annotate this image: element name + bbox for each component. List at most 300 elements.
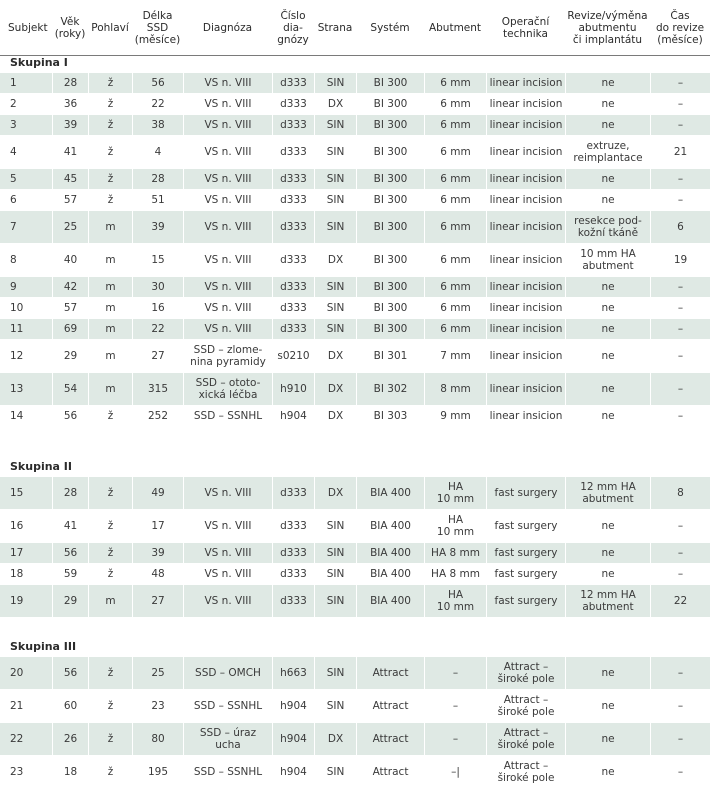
table-cell: BIA 400 [356,564,424,584]
column-header-5: Číslo dia- gnózy [277,9,309,46]
table-cell: SIN [314,585,356,617]
table-cell: 56 [52,406,88,426]
table-cell: d333 [272,190,314,210]
table-row [0,373,710,405]
table-cell: d333 [272,94,314,114]
table-cell: fast surgery [486,585,565,617]
table-cell: VS n. VIII [183,244,272,276]
table-row [0,298,710,318]
table-cell: HA 10 mm [424,510,486,542]
table-cell: 6 mm [424,319,486,339]
table-cell: – [650,94,710,114]
table-cell: BI 303 [356,406,424,426]
table-cell: 39 [132,543,183,563]
table-cell: ž [88,657,132,689]
table-cell: SSD – OMCH [183,657,272,689]
table-cell: SIN [314,510,356,542]
table-cell: ne [565,406,650,426]
table-cell: ž [88,406,132,426]
table-cell: fast surgery [486,510,565,542]
table-cell: d333 [272,115,314,135]
table-cell: 57 [52,190,88,210]
table-cell: linear insicion [486,406,565,426]
table-cell: 28 [52,73,88,93]
table-cell: 6 mm [424,169,486,189]
table-cell: 9 [10,281,17,293]
table-cell: BI 300 [356,319,424,339]
table-cell: – [650,277,710,297]
table-cell: SSD – SSNHL [183,756,272,788]
table-cell: linear incision [486,319,565,339]
column-header-3: Délka SSD (měsíce) [134,9,181,46]
table-cell: 6 mm [424,277,486,297]
table-cell: DX [314,244,356,276]
table-cell: s0210 [272,340,314,372]
table-cell: 3 [10,119,17,131]
table-cell: 36 [52,94,88,114]
table-cell: 6 [10,194,17,206]
table-cell: BIA 400 [356,510,424,542]
table-header [0,0,710,56]
table-cell: Attract [356,657,424,689]
table-cell: linear incision [486,136,565,168]
table-row [0,585,710,617]
table-cell: 23 [132,690,183,722]
table-cell: – [650,190,710,210]
table-cell: VS n. VIII [183,190,272,210]
table-cell: VS n. VIII [183,319,272,339]
table-cell: 8 [650,477,710,509]
table-cell: ne [565,657,650,689]
table-cell: VS n. VIII [183,115,272,135]
table-row [0,657,710,689]
table-row [0,477,710,509]
table-cell: 30 [132,277,183,297]
table-cell: 27 [132,585,183,617]
table-cell: – [424,657,486,689]
table-cell: 21 [650,136,710,168]
table-cell: ž [88,115,132,135]
table-cell: d333 [272,564,314,584]
table-cell: 1 [10,77,17,89]
table-cell: – [424,723,486,755]
table-row [0,244,710,276]
table-cell: – [650,690,710,722]
table-cell: h904 [272,756,314,788]
table-cell: ž [88,510,132,542]
table-cell: BI 300 [356,298,424,318]
table-cell: SIN [314,190,356,210]
table-cell: 17 [132,510,183,542]
table-cell: 48 [132,564,183,584]
table-cell: linear incision [486,190,565,210]
table-cell: 6 mm [424,136,486,168]
table-cell: m [88,340,132,372]
table-cell: SIN [314,690,356,722]
table-cell: –| [424,756,486,788]
table-cell: 10 [10,302,24,314]
table-cell: VS n. VIII [183,510,272,542]
table-cell: 6 mm [424,244,486,276]
table-cell: Attract – široké pole [486,723,565,755]
table-cell: ne [565,115,650,135]
table-cell: d333 [272,298,314,318]
table-cell: 6 mm [424,298,486,318]
table-cell: – [424,690,486,722]
table-cell: 80 [132,723,183,755]
table-cell: d333 [272,169,314,189]
column-header-8: Abutment [428,21,482,34]
table-cell: 22 [132,94,183,114]
table-cell: 22 [132,319,183,339]
table-cell: SIN [314,298,356,318]
table-cell: 10 mm HA abutment [565,244,650,276]
table-cell: 5 [10,173,17,185]
table-cell: h904 [272,406,314,426]
table-cell: 12 mm HA abutment [565,585,650,617]
table-cell: VS n. VIII [183,277,272,297]
table-cell: ne [565,340,650,372]
table-cell: BIA 400 [356,477,424,509]
table-cell: 22 [650,585,710,617]
table-cell: ž [88,564,132,584]
table-cell: – [650,373,710,405]
table-cell: m [88,244,132,276]
table-cell: BI 300 [356,244,424,276]
table-cell: linear incision [486,277,565,297]
table-cell: d333 [272,73,314,93]
table-row [0,169,710,189]
table-cell: ne [565,564,650,584]
table-row [0,723,710,755]
table-cell: HA 10 mm [424,477,486,509]
table-row [0,115,710,135]
table-cell: BI 302 [356,373,424,405]
table-cell: ž [88,190,132,210]
table-cell: SIN [314,115,356,135]
table-cell: 12 mm HA abutment [565,477,650,509]
table-cell: 2 [10,98,17,110]
table-cell: SIN [314,169,356,189]
table-row [0,73,710,93]
table-cell: linear insicion [486,340,565,372]
table-cell: d333 [272,319,314,339]
table-cell: linear incision [486,115,565,135]
table-cell: HA 8 mm [424,543,486,563]
table-cell: SSD – SSNHL [183,406,272,426]
table-cell: 69 [52,319,88,339]
table-cell: linear incision [486,298,565,318]
table-cell: VS n. VIII [183,73,272,93]
table-cell: ne [565,373,650,405]
table-cell: 7 [10,221,17,233]
table-cell: ne [565,94,650,114]
table-cell: 29 [52,340,88,372]
table-cell: 40 [52,244,88,276]
table-cell: BIA 400 [356,543,424,563]
column-header-2: Pohlaví [91,21,129,34]
table-cell: Attract – široké pole [486,690,565,722]
table-cell: 21 [10,700,24,712]
table-cell: SIN [314,564,356,584]
table-cell: ne [565,298,650,318]
group-label: Skupina I [10,56,68,69]
table-cell: 8 [10,254,17,266]
table-cell: SIN [314,319,356,339]
table-cell: SIN [314,657,356,689]
table-cell: linear incision [486,73,565,93]
table-cell: d333 [272,277,314,297]
table-cell: 315 [132,373,183,405]
table-cell: VS n. VIII [183,136,272,168]
table-cell: ne [565,319,650,339]
table-cell: BI 301 [356,340,424,372]
table-cell: – [650,756,710,788]
table-cell: ne [565,169,650,189]
table-cell: – [650,73,710,93]
table-cell: 6 mm [424,211,486,243]
table-cell: ž [88,169,132,189]
table-cell: ž [88,756,132,788]
table-cell: resekce pod- kožní tkáně [565,211,650,243]
table-row [0,543,710,563]
table-cell: VS n. VIII [183,169,272,189]
table-cell: SSD – zlome- nina pyramidy [183,340,272,372]
table-cell: h904 [272,690,314,722]
table-cell: 15 [10,487,24,499]
table-cell: m [88,585,132,617]
column-header-10: Revize/výměna abutmentu či implantátu [567,9,648,46]
table-cell: SIN [314,73,356,93]
table-cell: ž [88,543,132,563]
table-cell: linear incision [486,211,565,243]
table-cell: 18 [52,756,88,788]
table-cell: 17 [10,547,24,559]
column-header-4: Diagnóza [202,21,253,34]
table-cell: – [650,510,710,542]
table-cell: HA 8 mm [424,564,486,584]
table-row [0,690,710,722]
table-cell: 22 [10,733,24,745]
table-row [0,564,710,584]
table-cell: – [650,723,710,755]
table-cell: 39 [132,211,183,243]
table-row [0,510,710,542]
table-cell: 16 [132,298,183,318]
table-cell: linear incision [486,94,565,114]
table-row [0,136,710,168]
table-cell: m [88,319,132,339]
table-cell: BI 300 [356,73,424,93]
table-cell: – [650,543,710,563]
table-cell: 27 [132,340,183,372]
table-cell: DX [314,477,356,509]
table-cell: 13 [10,383,24,395]
table-cell: 7 mm [424,340,486,372]
column-header-7: Systém [370,21,410,34]
table-cell: VS n. VIII [183,564,272,584]
table-row [0,319,710,339]
table-cell: ne [565,190,650,210]
table-cell: 4 [132,136,183,168]
table-cell: 57 [52,298,88,318]
table-row [0,211,710,243]
table-cell: SIN [314,756,356,788]
group-label: Skupina II [10,460,72,473]
table-cell: fast surgery [486,564,565,584]
table-cell: 45 [52,169,88,189]
table-cell: fast surgery [486,543,565,563]
table-cell: 4 [10,146,17,158]
table-cell: 26 [52,723,88,755]
table-cell: DX [314,340,356,372]
table-cell: BIA 400 [356,585,424,617]
table-cell: 38 [132,115,183,135]
table-row [0,277,710,297]
table-cell: ne [565,723,650,755]
table-cell: 42 [52,277,88,297]
table-cell: 28 [132,169,183,189]
table-cell: 29 [52,585,88,617]
table-cell: 54 [52,373,88,405]
table-cell: 59 [52,564,88,584]
table-cell: 19 [650,244,710,276]
table-cell: DX [314,406,356,426]
table-cell: – [650,169,710,189]
table-cell: 6 mm [424,73,486,93]
table-cell: 6 mm [424,115,486,135]
column-header-6: Strana [317,21,353,34]
table-cell: 15 [132,244,183,276]
table-cell: m [88,373,132,405]
table-cell: SSD – úraz ucha [183,723,272,755]
table-cell: BI 300 [356,136,424,168]
table-cell: 23 [10,766,24,778]
table-cell: m [88,298,132,318]
table-cell: 16 [10,520,24,532]
table-cell: – [650,319,710,339]
table-cell: 6 [650,211,710,243]
table-row [0,756,710,788]
table-cell: 19 [10,595,24,607]
table-row [0,190,710,210]
table-cell: – [650,298,710,318]
table-cell: HA 10 mm [424,585,486,617]
table-cell: fast surgery [486,477,565,509]
table-cell: linear incision [486,169,565,189]
table-cell: d333 [272,136,314,168]
table-cell: extruze, reimplantace [565,136,650,168]
table-cell: 56 [52,657,88,689]
table-cell: ne [565,510,650,542]
table-cell: linear insicion [486,244,565,276]
table-cell: 20 [10,667,24,679]
table-cell: VS n. VIII [183,298,272,318]
table-cell: 41 [52,510,88,542]
table-cell: BI 300 [356,115,424,135]
table-cell: h910 [272,373,314,405]
table-cell: 56 [52,543,88,563]
table-cell: SIN [314,543,356,563]
table-cell: Attract [356,690,424,722]
table-cell: 25 [132,657,183,689]
table-cell: VS n. VIII [183,477,272,509]
table-cell: d333 [272,585,314,617]
table-cell: 51 [132,190,183,210]
table-cell: DX [314,94,356,114]
table-cell: 41 [52,136,88,168]
table-cell: – [650,657,710,689]
table-cell: 6 mm [424,190,486,210]
table-cell: 60 [52,690,88,722]
table-cell: SIN [314,136,356,168]
table-cell: BI 300 [356,277,424,297]
table-cell: SSD – ototo- xická léčba [183,373,272,405]
table-cell: SIN [314,211,356,243]
table-cell: VS n. VIII [183,211,272,243]
table-cell: d333 [272,543,314,563]
table-cell: – [650,340,710,372]
column-header-9: Operační technika [501,15,550,40]
table-cell: 9 mm [424,406,486,426]
table-cell: BI 300 [356,211,424,243]
table-cell: SIN [314,277,356,297]
table-cell: d333 [272,477,314,509]
table-cell: ne [565,543,650,563]
table-row [0,340,710,372]
table-cell: 8 mm [424,373,486,405]
table-cell: VS n. VIII [183,585,272,617]
table-cell: ž [88,477,132,509]
table-cell: ne [565,756,650,788]
table-cell: ž [88,94,132,114]
table-cell: ž [88,690,132,722]
table-cell: m [88,277,132,297]
column-header-0: Subjekt [8,21,48,34]
table-cell: 28 [52,477,88,509]
table-cell: DX [314,373,356,405]
table-cell: – [650,406,710,426]
table-cell: DX [314,723,356,755]
table-cell: VS n. VIII [183,543,272,563]
table-cell: d333 [272,244,314,276]
table-cell: h663 [272,657,314,689]
table-cell: 252 [132,406,183,426]
table-cell: Attract – široké pole [486,657,565,689]
table-cell: 14 [10,410,24,422]
table-cell: Attract – široké pole [486,756,565,788]
table-cell: – [650,564,710,584]
table-cell: 12 [10,350,24,362]
column-header-1: Věk (roky) [54,15,86,40]
table-cell: 195 [132,756,183,788]
table-cell: ž [88,136,132,168]
table-cell: m [88,211,132,243]
table-cell: Attract [356,723,424,755]
table-cell: ž [88,723,132,755]
table-row [0,94,710,114]
table-cell: d333 [272,510,314,542]
table-cell: 18 [10,568,24,580]
table-cell: BI 300 [356,169,424,189]
table-cell: 39 [52,115,88,135]
table-cell: 25 [52,211,88,243]
table-cell: h904 [272,723,314,755]
table-cell: 49 [132,477,183,509]
table-cell: SSD – SSNHL [183,690,272,722]
table-cell: ž [88,73,132,93]
table-cell: ne [565,73,650,93]
